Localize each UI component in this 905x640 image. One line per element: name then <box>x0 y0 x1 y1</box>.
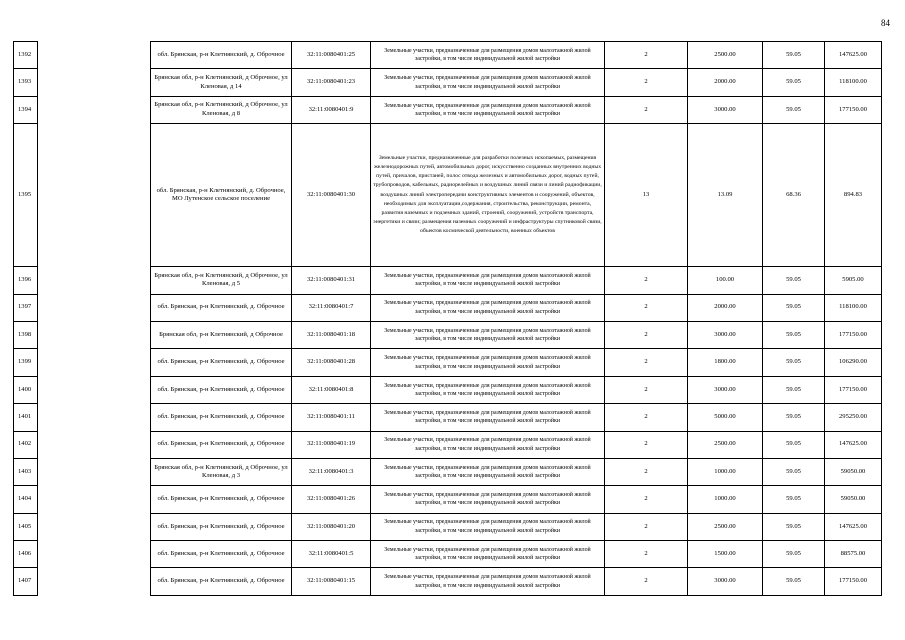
area-cell: 100.00 <box>688 267 763 294</box>
group-number-cell: 2 <box>605 541 688 568</box>
spacer-cell <box>38 404 151 431</box>
row-number: 1399 <box>14 349 38 376</box>
specific-value-cell: 59.05 <box>763 541 825 568</box>
cadastral-value-cell: 177150.00 <box>825 568 882 595</box>
area-cell: 1000.00 <box>688 458 763 485</box>
specific-value-cell: 59.05 <box>763 69 825 96</box>
land-use-category-cell: Земельные участки, предназначенные для размещения домов малоэтажной жилой застройки, в том числе индивидуальной жилой застройки <box>371 541 605 568</box>
land-use-category-cell: Земельные участки, предназначенные для размещения домов малоэтажной жилой застройки, в том числе индивидуальной жилой застройки <box>371 431 605 458</box>
area-cell: 5000.00 <box>688 404 763 431</box>
group-number-cell: 2 <box>605 42 688 69</box>
page-number: 84 <box>881 18 890 28</box>
group-number-cell: 2 <box>605 349 688 376</box>
address-cell: обл. Брянская, р-н Клетнянский, д. Оброчное <box>151 513 292 540</box>
cadastral-number-cell: 32:11:0080401:25 <box>292 42 371 69</box>
area-cell: 2000.00 <box>688 69 763 96</box>
spacer-cell <box>38 541 151 568</box>
specific-value-cell: 59.05 <box>763 267 825 294</box>
specific-value-cell: 59.05 <box>763 431 825 458</box>
cadastral-value-cell: 177150.00 <box>825 376 882 403</box>
cadastral-number-cell: 32:11:0080401:31 <box>292 267 371 294</box>
group-number-cell: 2 <box>605 376 688 403</box>
row-number: 1393 <box>14 69 38 96</box>
land-use-category-cell: Земельные участки, предназначенные для размещения домов малоэтажной жилой застройки, в том числе индивидуальной жилой застройки <box>371 513 605 540</box>
cadastral-value-cell: 88575.00 <box>825 541 882 568</box>
spacer-cell <box>38 513 151 540</box>
group-number-cell: 2 <box>605 96 688 123</box>
specific-value-cell: 59.05 <box>763 294 825 321</box>
land-use-category-cell: Земельные участки, предназначенные для разработки полезных ископаемых, размещения железнодорожных путей, автомобильных дорог, искусственно созданных внутренних водных путей, причалов, пристаней, полос отвода железных и автомобильных дорог, водных путей, трубопроводов, кабельных, радиорелейных и воздушных линий связи и линий радиофикации, воздушных линий электропередачи конструктивных элементов и сооружений, объектов, необходимых для эксплуатации,содержания, строительства, реконструкции, ремонта, развития наземных и подземных зданий, строений, сооружений, устройств транспорта, энергетики и связи; размещения наземных сооружений и инфраструктуры спутниковой связи, объектов космической деятельности, военных объектов <box>371 124 605 267</box>
cadastral-value-cell: 59050.00 <box>825 486 882 513</box>
table-row <box>14 349 882 376</box>
table-row <box>14 321 882 348</box>
area-cell: 2500.00 <box>688 42 763 69</box>
cadastral-number-cell: 32:11:0080401:19 <box>292 431 371 458</box>
address-cell: обл. Брянская, р-н Клетнянский, д. Оброчное <box>151 541 292 568</box>
address-cell: Брянская обл, р-н Клетнянский, д Оброчное, ул Кленовая, д 14 <box>151 69 292 96</box>
address-cell: обл. Брянская, р-н Клетнянский, д. Оброчное <box>151 42 292 69</box>
area-cell: 3000.00 <box>688 96 763 123</box>
cadastral-value-cell: 894.83 <box>825 124 882 267</box>
spacer-cell <box>38 321 151 348</box>
cadastral-number-cell: 32:11:0080401:9 <box>292 96 371 123</box>
specific-value-cell: 68.36 <box>763 124 825 267</box>
spacer-cell <box>38 431 151 458</box>
land-use-category-cell: Земельные участки, предназначенные для размещения домов малоэтажной жилой застройки, в том числе индивидуальной жилой застройки <box>371 568 605 595</box>
cadastral-value-cell: 147625.00 <box>825 431 882 458</box>
cadastral-value-cell: 59050.00 <box>825 458 882 485</box>
cadastral-value-table <box>13 41 882 596</box>
cadastral-value-cell: 118100.00 <box>825 69 882 96</box>
group-number-cell: 2 <box>605 404 688 431</box>
table-row <box>14 124 882 267</box>
row-number: 1407 <box>14 568 38 595</box>
row-number: 1406 <box>14 541 38 568</box>
spacer-cell <box>38 124 151 267</box>
group-number-cell: 2 <box>605 294 688 321</box>
cadastral-number-cell: 32:11:0080401:7 <box>292 294 371 321</box>
address-cell: обл. Брянская, р-н Клетнянский, д. Оброчное <box>151 568 292 595</box>
cadastral-number-cell: 32:11:0080401:11 <box>292 404 371 431</box>
specific-value-cell: 59.05 <box>763 513 825 540</box>
specific-value-cell: 59.05 <box>763 458 825 485</box>
spacer-cell <box>38 42 151 69</box>
group-number-cell: 2 <box>605 69 688 96</box>
specific-value-cell: 59.05 <box>763 486 825 513</box>
cadastral-number-cell: 32:11:0080401:23 <box>292 69 371 96</box>
cadastral-value-cell: 106290.00 <box>825 349 882 376</box>
cadastral-value-cell: 5905.00 <box>825 267 882 294</box>
row-number: 1395 <box>14 124 38 267</box>
specific-value-cell: 59.05 <box>763 568 825 595</box>
specific-value-cell: 59.05 <box>763 96 825 123</box>
cadastral-value-cell: 177150.00 <box>825 321 882 348</box>
land-use-category-cell: Земельные участки, предназначенные для размещения домов малоэтажной жилой застройки, в том числе индивидуальной жилой застройки <box>371 69 605 96</box>
cadastral-value-cell: 147625.00 <box>825 513 882 540</box>
group-number-cell: 2 <box>605 431 688 458</box>
land-use-category-cell: Земельные участки, предназначенные для размещения домов малоэтажной жилой застройки, в том числе индивидуальной жилой застройки <box>371 376 605 403</box>
row-number: 1394 <box>14 96 38 123</box>
area-cell: 1500.00 <box>688 541 763 568</box>
group-number-cell: 2 <box>605 458 688 485</box>
cadastral-number-cell: 32:11:0080401:3 <box>292 458 371 485</box>
specific-value-cell: 59.05 <box>763 321 825 348</box>
group-number-cell: 2 <box>605 568 688 595</box>
cadastral-number-cell: 32:11:0080401:15 <box>292 568 371 595</box>
table-row <box>14 69 882 96</box>
cadastral-value-cell: 147625.00 <box>825 42 882 69</box>
spacer-cell <box>38 69 151 96</box>
spacer-cell <box>38 349 151 376</box>
address-cell: Брянская обл, р-н Клетнянский, д Оброчное, ул Кленовая, д 5 <box>151 267 292 294</box>
table-row <box>14 486 882 513</box>
address-cell: обл. Брянская, р-н Клетнянский, д. Оброчное <box>151 431 292 458</box>
specific-value-cell: 59.05 <box>763 404 825 431</box>
table-row <box>14 431 882 458</box>
cadastral-number-cell: 32:11:0080401:26 <box>292 486 371 513</box>
area-cell: 1800.00 <box>688 349 763 376</box>
spacer-cell <box>38 294 151 321</box>
table-body <box>14 42 882 596</box>
address-cell: Брянская обл, р-н Клетнянский, д Оброчное <box>151 321 292 348</box>
cadastral-number-cell: 32:11:0080401:28 <box>292 349 371 376</box>
cadastral-value-cell: 295250.00 <box>825 404 882 431</box>
area-cell: 3000.00 <box>688 568 763 595</box>
land-use-category-cell: Земельные участки, предназначенные для размещения домов малоэтажной жилой застройки, в том числе индивидуальной жилой застройки <box>371 404 605 431</box>
table-row <box>14 42 882 69</box>
cadastral-value-cell: 118100.00 <box>825 294 882 321</box>
address-cell: обл. Брянская, р-н Клетнянский, д. Оброчное <box>151 376 292 403</box>
table-row <box>14 294 882 321</box>
land-use-category-cell: Земельные участки, предназначенные для размещения домов малоэтажной жилой застройки, в том числе индивидуальной жилой застройки <box>371 294 605 321</box>
specific-value-cell: 59.05 <box>763 42 825 69</box>
table-row <box>14 376 882 403</box>
address-cell: Брянская обл, р-н Клетнянский, д Оброчное, ул Кленовая, д 8 <box>151 96 292 123</box>
address-cell: обл. Брянская, р-н Клетнянский, д. Оброчное, МО Лутенское сельское поселение <box>151 124 292 267</box>
land-use-category-cell: Земельные участки, предназначенные для размещения домов малоэтажной жилой застройки, в том числе индивидуальной жилой застройки <box>371 267 605 294</box>
cadastral-number-cell: 32:11:0080401:5 <box>292 541 371 568</box>
cadastral-number-cell: 32:11:0080401:20 <box>292 513 371 540</box>
cadastral-number-cell: 32:11:0080401:8 <box>292 376 371 403</box>
group-number-cell: 2 <box>605 486 688 513</box>
spacer-cell <box>38 458 151 485</box>
spacer-cell <box>38 267 151 294</box>
row-number: 1402 <box>14 431 38 458</box>
spacer-cell <box>38 96 151 123</box>
area-cell: 3000.00 <box>688 321 763 348</box>
address-cell: обл. Брянская, р-н Клетнянский, д. Оброчное <box>151 294 292 321</box>
group-number-cell: 2 <box>605 267 688 294</box>
area-cell: 2500.00 <box>688 431 763 458</box>
row-number: 1396 <box>14 267 38 294</box>
row-number: 1400 <box>14 376 38 403</box>
address-cell: обл. Брянская, р-н Клетнянский, д. Оброчное <box>151 349 292 376</box>
spacer-cell <box>38 568 151 595</box>
row-number: 1392 <box>14 42 38 69</box>
land-use-category-cell: Земельные участки, предназначенные для размещения домов малоэтажной жилой застройки, в том числе индивидуальной жилой застройки <box>371 321 605 348</box>
area-cell: 1000.00 <box>688 486 763 513</box>
spacer-cell <box>38 486 151 513</box>
land-use-category-cell: Земельные участки, предназначенные для размещения домов малоэтажной жилой застройки, в том числе индивидуальной жилой застройки <box>371 96 605 123</box>
address-cell: Брянская обл, р-н Клетнянский, д Оброчное, ул Кленовая, д 3 <box>151 458 292 485</box>
row-number: 1398 <box>14 321 38 348</box>
row-number: 1405 <box>14 513 38 540</box>
row-number: 1403 <box>14 458 38 485</box>
row-number: 1397 <box>14 294 38 321</box>
address-cell: обл. Брянская, р-н Клетнянский, д. Оброчное <box>151 486 292 513</box>
cadastral-number-cell: 32:11:0080401:30 <box>292 124 371 267</box>
row-number: 1401 <box>14 404 38 431</box>
row-number: 1404 <box>14 486 38 513</box>
area-cell: 2500.00 <box>688 513 763 540</box>
table-row <box>14 267 882 294</box>
table-row <box>14 96 882 123</box>
group-number-cell: 13 <box>605 124 688 267</box>
land-use-category-cell: Земельные участки, предназначенные для размещения домов малоэтажной жилой застройки, в том числе индивидуальной жилой застройки <box>371 349 605 376</box>
group-number-cell: 2 <box>605 321 688 348</box>
table-row <box>14 541 882 568</box>
area-cell: 13.09 <box>688 124 763 267</box>
land-use-category-cell: Земельные участки, предназначенные для размещения домов малоэтажной жилой застройки, в том числе индивидуальной жилой застройки <box>371 458 605 485</box>
cadastral-number-cell: 32:11:0080401:18 <box>292 321 371 348</box>
cadastral-value-cell: 177150.00 <box>825 96 882 123</box>
table-row <box>14 458 882 485</box>
land-use-category-cell: Земельные участки, предназначенные для размещения домов малоэтажной жилой застройки, в том числе индивидуальной жилой застройки <box>371 486 605 513</box>
specific-value-cell: 59.05 <box>763 376 825 403</box>
spacer-cell <box>38 376 151 403</box>
group-number-cell: 2 <box>605 513 688 540</box>
table-row <box>14 568 882 595</box>
land-use-category-cell: Земельные участки, предназначенные для размещения домов малоэтажной жилой застройки, в том числе индивидуальной жилой застройки <box>371 42 605 69</box>
address-cell: обл. Брянская, р-н Клетнянский, д. Оброчное <box>151 404 292 431</box>
table-row <box>14 513 882 540</box>
specific-value-cell: 59.05 <box>763 349 825 376</box>
area-cell: 2000.00 <box>688 294 763 321</box>
table-row <box>14 404 882 431</box>
area-cell: 3000.00 <box>688 376 763 403</box>
